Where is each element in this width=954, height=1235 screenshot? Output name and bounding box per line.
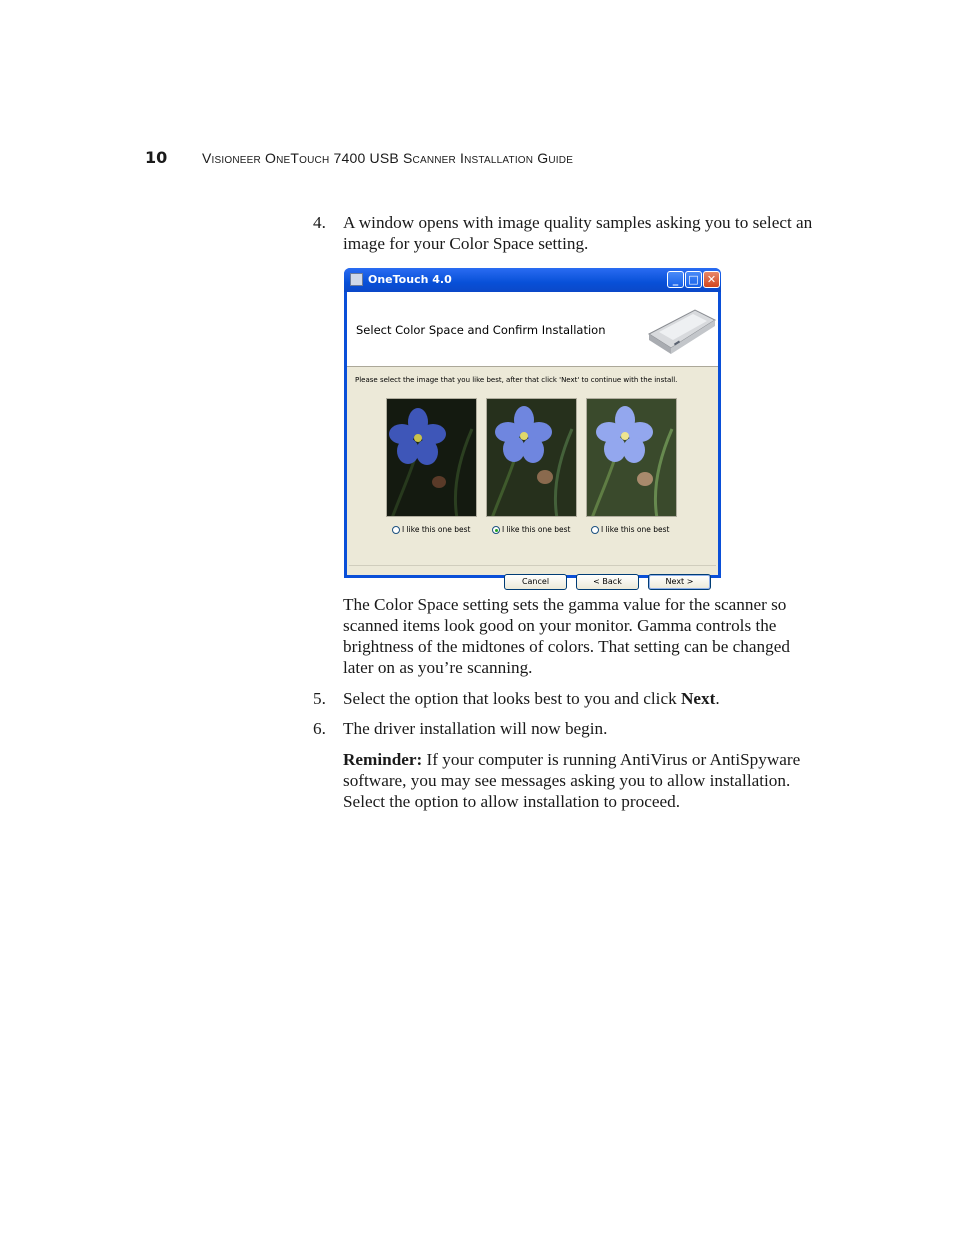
reminder-label: Reminder:	[343, 750, 423, 769]
dialog-title-bar[interactable]	[344, 268, 721, 292]
step-text: The driver installation will now begin.	[343, 719, 608, 738]
footer-divider	[349, 565, 716, 566]
step-text-start: Select the option that looks best to you and click	[343, 689, 681, 708]
dialog-heading: Select Color Space and Confirm Installation	[356, 323, 606, 337]
app-icon	[350, 273, 363, 286]
option-1-radio[interactable]	[392, 525, 470, 534]
step-number: 6.	[313, 719, 326, 738]
maximize-icon[interactable]: □	[685, 271, 702, 288]
window-title: OneTouch 4.0	[368, 273, 452, 286]
reminder-text: If your computer is running AntiVirus or AntiSpyware software, you may see messages asking you to allow installation. Select the option to allow installation to proceed.	[343, 750, 801, 811]
running-header	[145, 148, 845, 168]
sample-image-dark[interactable]	[386, 398, 477, 517]
next-button[interactable]: Next >	[648, 574, 711, 590]
option-2-radio[interactable]	[492, 525, 570, 534]
reminder-paragraph	[343, 749, 813, 812]
step-text-end: .	[715, 689, 720, 708]
option-label: I like this one best	[402, 525, 471, 534]
step-text	[343, 688, 813, 709]
running-title: Visioneer OneTouch 7400 USB Scanner Installation Guide	[202, 150, 574, 166]
sample-image-bright[interactable]	[586, 398, 677, 517]
sample-image-medium[interactable]	[486, 398, 577, 517]
radio-button-2[interactable]	[492, 526, 500, 534]
next-emphasis: Next	[680, 689, 716, 708]
dialog-banner	[347, 292, 718, 367]
step-number: 4.	[313, 213, 326, 232]
option-label: I like this one best	[601, 525, 670, 534]
color-space-paragraph: The Color Space setting sets the gamma value for the scanner so scanned items look good on your monitor. Gamma controls the brightness of the midtones of colors. That setting can be changed later on as you’re scanning.	[343, 595, 790, 677]
option-3-radio[interactable]	[591, 525, 669, 534]
instruction-text: Please select the image that you like best, after that click 'Next' to continue with the install.	[355, 376, 678, 384]
option-label: I like this one best	[502, 525, 571, 534]
onetouch-dialog	[344, 268, 721, 586]
back-button[interactable]: < Back	[576, 574, 639, 590]
step-text: A window opens with image quality samples asking you to select an image for your Color Space setting.	[343, 213, 813, 253]
scanner-icon	[643, 298, 719, 362]
cancel-button[interactable]: Cancel	[504, 574, 567, 590]
dialog-client	[347, 292, 718, 586]
radio-button-3[interactable]	[591, 526, 599, 534]
close-icon[interactable]: ✕	[703, 271, 720, 288]
step-number: 5.	[313, 689, 326, 708]
radio-button-1[interactable]	[392, 526, 400, 534]
page-number: 10	[145, 148, 168, 167]
minimize-icon[interactable]: _	[667, 271, 684, 288]
